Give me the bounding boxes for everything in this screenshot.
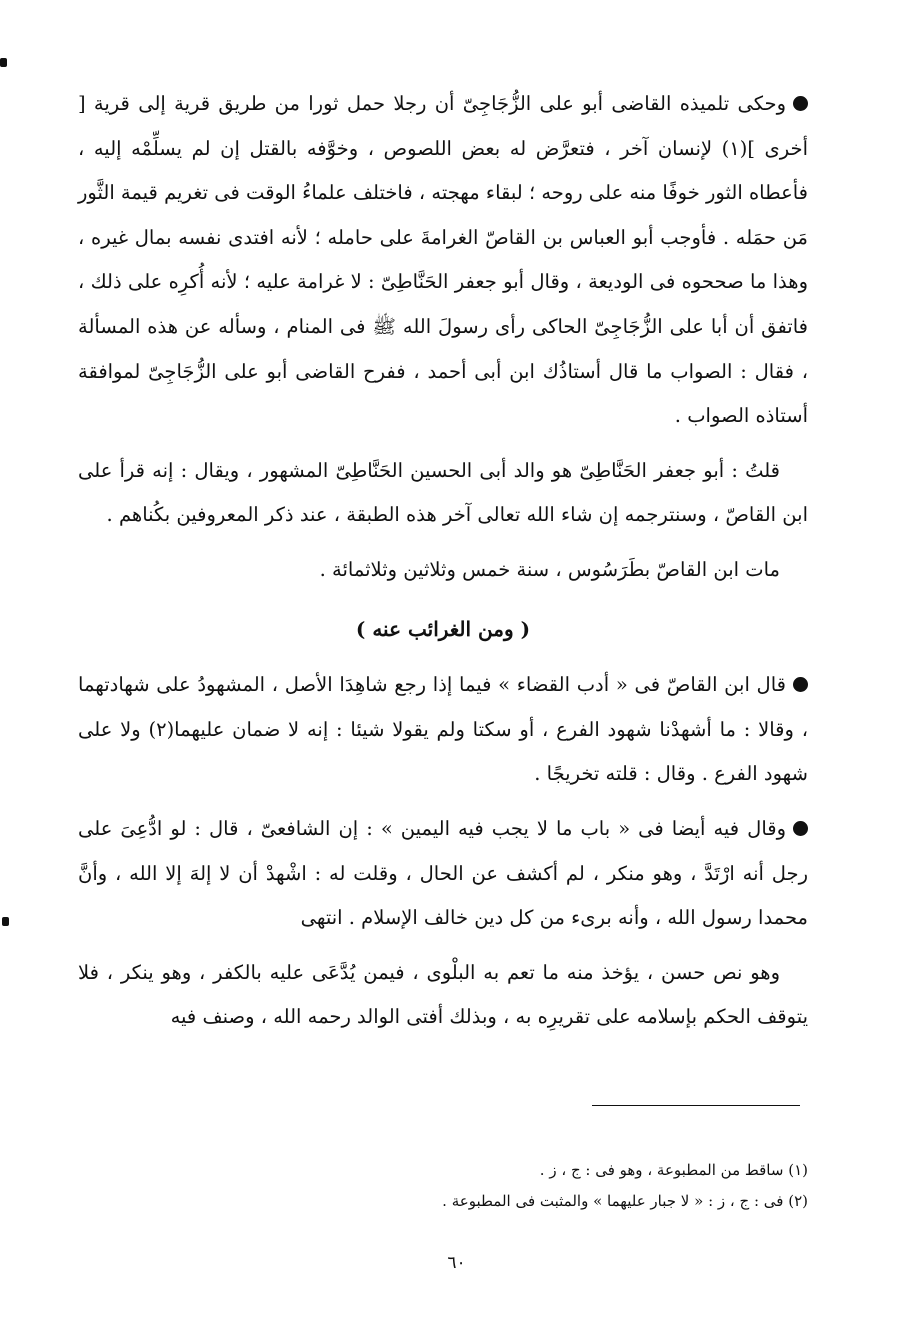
bullet-icon (793, 821, 808, 836)
bullet-icon (793, 677, 808, 692)
footnote-1: (١) ساقط من المطبوعة ، وهو فى : ج ، ز . (539, 1161, 808, 1179)
footnote-2: (٢) فى : ج ، ز : « لا جبار عليهما » والمثبت فى المطبوعة . (442, 1192, 808, 1210)
paragraph-death-date (78, 548, 808, 593)
scan-mark-middle-left (2, 917, 9, 926)
main-text (78, 82, 808, 1040)
paragraph-text: مات ابن القاصّ بطَرَسُوس ، سنة خمس وثلاثين وثلاثمائة . (319, 557, 780, 581)
paragraph-bab-al-yamin (78, 807, 808, 941)
paragraph-zujaji-story (78, 82, 808, 439)
page-number: ٦٠ (447, 1253, 466, 1273)
paragraph-text: قلتُ : أبو جعفر الحَنَّاطِىّ هو والد أبى الحسين الحَنَّاطِىّ المشهور ، ويقال : إنه قرأ على ابن القاصّ ، وسنترجمه إن شاء الله تعالى آخر هذه الطبقة ، عند ذكر المعروفين بكُناهم . (78, 458, 808, 527)
footnotes (78, 1155, 808, 1217)
paragraph-text: وهو نص حسن ، يؤخذ منه ما تعم به البلْوى ، فيمن يُدَّعَى عليه بالكفر ، وهو ينكر ، فلا يتوقف الحكم بإسلامه على تقريرِه به ، وبذلك أفتى الوالد رحمه الله ، وصنف فيه (78, 960, 808, 1029)
footnote-divider (592, 1105, 800, 1106)
paragraph-text: قال ابن القاصّ فى « أدب القضاء » فيما إذا رجع شاهِدَا الأصل ، المشهودُ على شهادتهما ، وقالا : ما أشهدْنا شهود الفرع ، أو سكتا ولم يقولا شيئا : إنه لا ضمان عليهما(٢) ولا على شهود الفرع . وقال : قلته تخريجًا . (78, 673, 809, 786)
scan-mark-top-left (0, 58, 7, 67)
paragraph-commentary (78, 951, 808, 1040)
paragraph-adab-al-qada (78, 663, 808, 797)
section-heading: ( ومن الغرائب عنه ) (355, 616, 531, 641)
paragraph-text: وقال فيه أيضا فى « باب ما لا يجب فيه اليمين » : إن الشافعىّ ، قال : لو ادُّعِىَ على رجل أنه ارْتَدَّ ، وهو منكر ، لم أكشف عن الحال ، وقلت له : اشْهدْ أن لا إلهَ إلا الله ، وأنَّ محمدا رسول الله ، وأنه برىء من كل دين خالف الإسلام . انتهى (78, 816, 808, 930)
paragraph-text: وحكى تلميذه القاضى أبو على الزُّجَاجِىّ أن رجلا حمل ثورا من طريق قرية إلى قرية [ أخرى ](١) لإنسان آخر ، فتعرَّض له بعض اللصوص ، وخوَّفه بالقتل إن لم يسلِّمْه إليه ، فأعطاه الثور خوفًا منه على روحه ؛ لبقاء مهجته ، فاختلف علماءُ الوقت فى تغريم قيمة الثَّور مَن حمَله . فأوجب أبو العباس بن القاصّ الغرامةَ على حامله ؛ لأنه افتدى نفسه بمال غيره ، وهذا ما صححوه فى الوديعة ، وقال أبو جعفر الحَنَّاطِىّ : لا غرامة عليه ؛ لأنه أُكرِه على ذلك ، فاتفق أن أبا على الزُّجَاجِىّ الحاكى رأى رسولَ الله ﷺ فى المنام ، وسأله عن هذه المسألة ، فقال : الصواب ما قال أستاذُك ابن أبى أحمد ، ففرح القاضى أبو على الزُّجَاجِىّ لموافقة أستاذه الصواب . (78, 92, 808, 428)
bullet-icon (793, 96, 808, 111)
paragraph-hannati-note (78, 449, 808, 538)
